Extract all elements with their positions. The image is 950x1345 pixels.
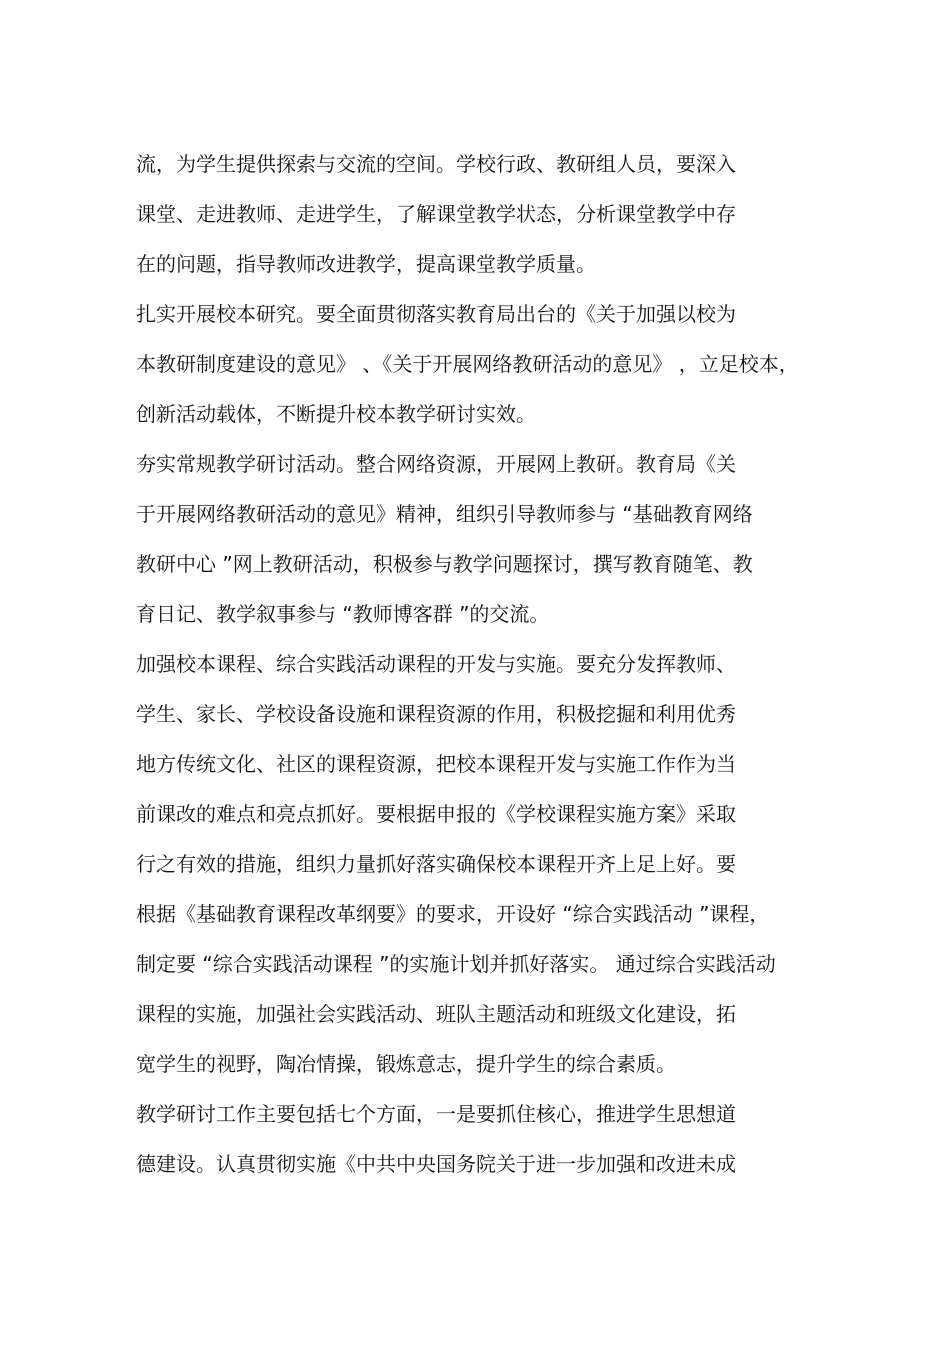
text-line: 创新活动载体，不断提升校本教学研讨实效。: [136, 402, 536, 426]
text-line: 德建设。认真贯彻实施《中共中央国务院关于进一步加强和改进未成: [136, 1152, 736, 1176]
text-line: 加强校本课程、综合实践活动课程的开发与实施。要充分发挥教师、: [136, 652, 736, 676]
text-line: 课堂、走进教师、走进学生，了解课堂教学状态，分析课堂教学中存: [136, 202, 736, 226]
text-line: 教研中心 ”网上教研活动，积极参与教学问题探讨，撰写教育随笔、教: [136, 552, 753, 576]
body-text: [136, 145, 836, 1195]
text-line: 学生、家长、学校设备设施和课程资源的作用，积极挖掘和利用优秀: [136, 702, 736, 726]
text-line: 行之有效的措施，组织力量抓好落实确保校本课程开齐上足上好。要: [136, 852, 736, 876]
text-line: 地方传统文化、社区的课程资源，把校本课程开发与实施工作作为当: [136, 752, 736, 776]
text-line: 宽学生的视野，陶冶情操，锻炼意志，提升学生的综合素质。: [136, 1052, 676, 1076]
text-line: 课程的实施，加强社会实践活动、班队主题活动和班级文化建设，拓: [136, 1002, 736, 1026]
text-line: 扎实开展校本研究。要全面贯彻落实教育局出台的《关于加强以校为: [136, 302, 736, 326]
text-line: 制定要 “综合实践活动课程 ”的实施计划并抓好落实。 通过综合实践活动: [136, 952, 776, 976]
text-line: 教学研讨工作主要包括七个方面，一是要抓住核心，推进学生思想道: [136, 1102, 736, 1126]
text-line: 前课改的难点和亮点抓好。要根据申报的《学校课程实施方案》采取: [136, 802, 736, 826]
text-line: 流，为学生提供探索与交流的空间。学校行政、教研组人员，要深入: [136, 152, 736, 176]
text-line: 在的问题，指导教师改进教学，提高课堂教学质量。: [136, 252, 596, 276]
text-line: 于开展网络教研活动的意见》精神，组织引导教师参与 “基础教育网络: [136, 502, 753, 526]
text-line: 育日记、教学叙事参与 “教师博客群 ”的交流。: [136, 602, 550, 626]
text-line: 根据《基础教育课程改革纲要》的要求，开设好 “综合实践活动 ”课程，: [136, 902, 770, 926]
text-line: 夯实常规教学研讨活动。整合网络资源，开展网上教研。教育局《关: [136, 452, 736, 476]
text-line: 本教研制度建设的意见》 、《关于开展网络教研活动的意见》 ，立足校本，: [136, 352, 799, 376]
